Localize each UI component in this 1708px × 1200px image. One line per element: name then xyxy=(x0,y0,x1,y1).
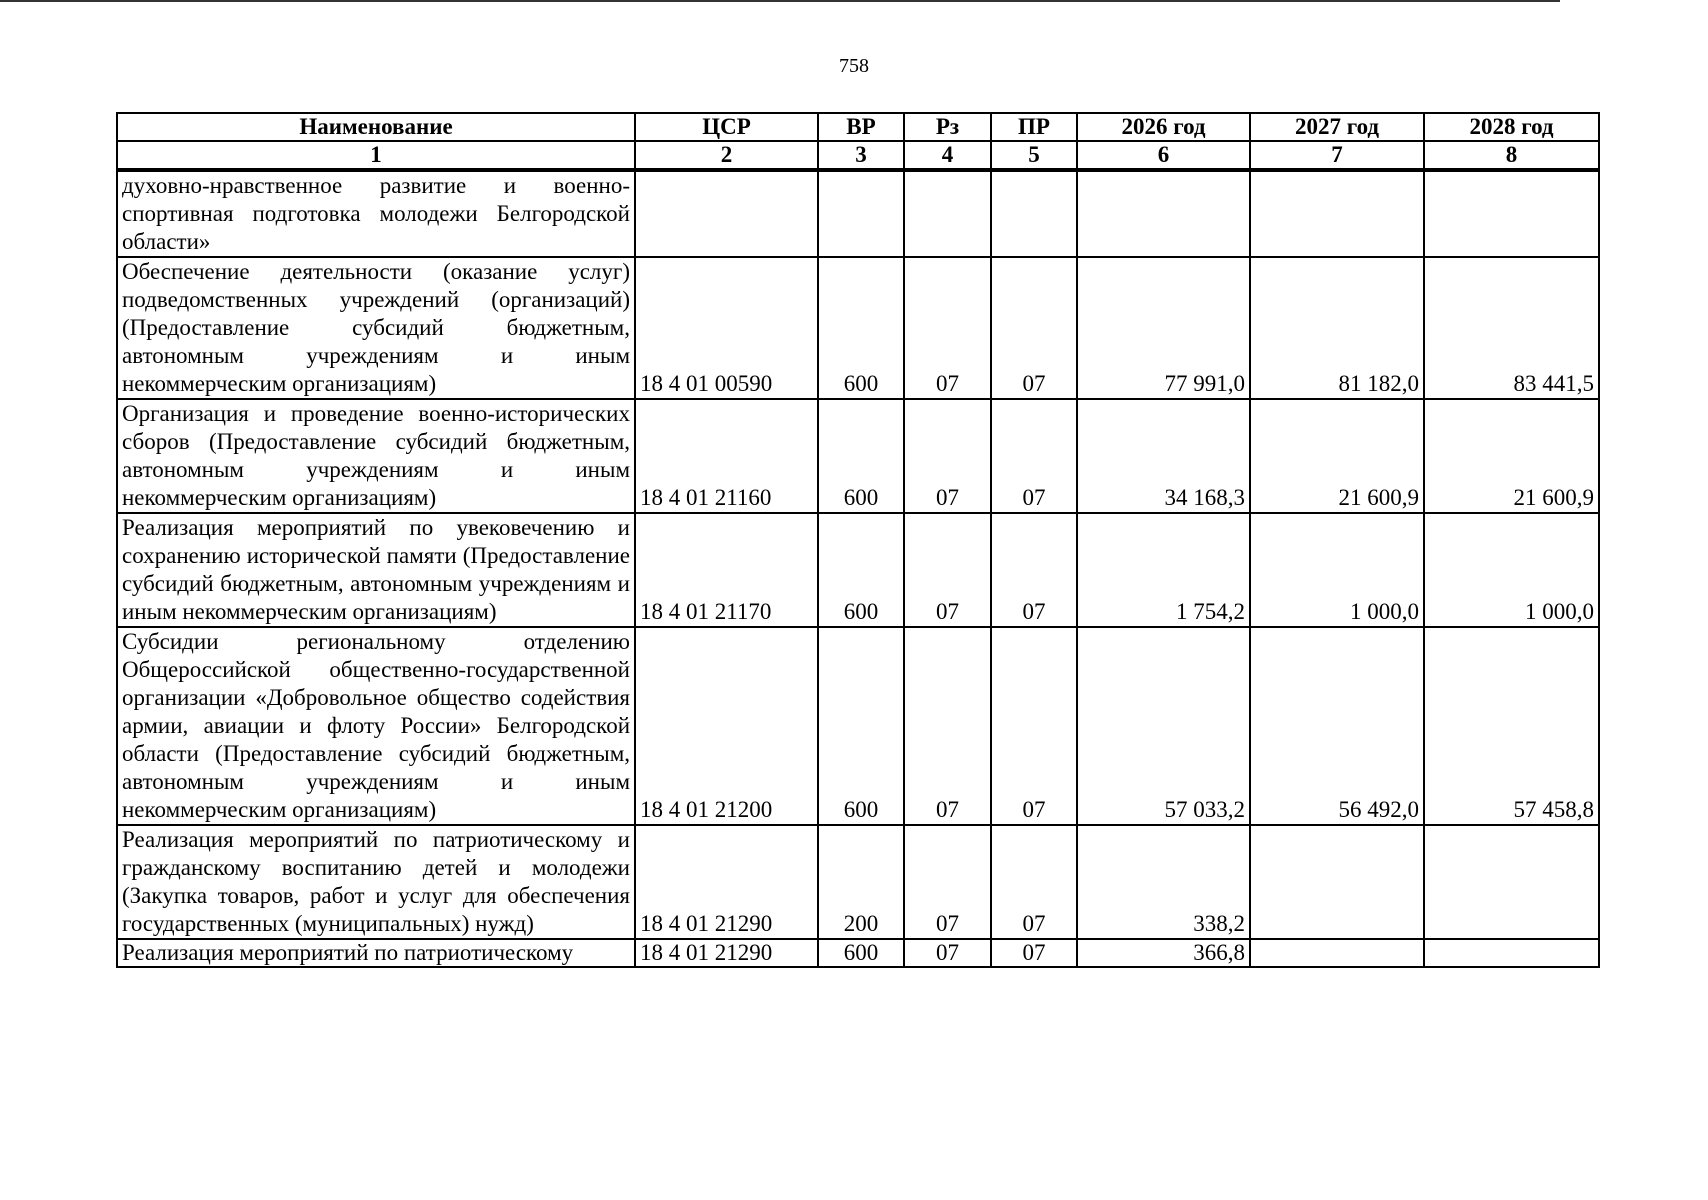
table-row xyxy=(117,257,1599,399)
vr-cell: 600 xyxy=(818,257,904,399)
table-row xyxy=(117,170,1599,257)
rz-cell: 07 xyxy=(904,825,991,939)
row-name-cell: Реализация мероприятий по увековечению и сохранению исторической памяти (Предоставление субсидий бюджетным, автономным учреждениям и иным некоммерческим организациям) xyxy=(117,513,635,627)
pr-cell: 07 xyxy=(991,939,1077,967)
header-vr: ВР xyxy=(818,113,904,141)
row-name-cell: духовно-нравственное развитие и военно-спортивная подготовка молодежи Белгородской области» xyxy=(117,170,635,257)
rz-cell: 07 xyxy=(904,399,991,513)
column-number: 4 xyxy=(904,141,991,170)
rz-cell: 07 xyxy=(904,513,991,627)
amount-2027-cell: 21 600,9 xyxy=(1250,399,1424,513)
column-number: 3 xyxy=(818,141,904,170)
header-2027: 2027 год xyxy=(1250,113,1424,141)
column-number: 8 xyxy=(1424,141,1599,170)
vr-cell: 200 xyxy=(818,825,904,939)
amount-2028-cell xyxy=(1424,170,1599,257)
csr-cell xyxy=(635,170,818,257)
rz-cell: 07 xyxy=(904,627,991,825)
header-csr: ЦСР xyxy=(635,113,818,141)
amount-2028-cell xyxy=(1424,939,1599,967)
csr-cell: 18 4 01 21290 xyxy=(635,825,818,939)
amount-2026-cell: 77 991,0 xyxy=(1077,257,1250,399)
top-scan-border xyxy=(0,0,1560,2)
vr-cell: 600 xyxy=(818,939,904,967)
row-name-cell: Субсидии региональному отделению Общероссийской общественно-государственной организации «Добровольное общество содействия армии, авиации и флоту России» Белгородской области (Предоставление субсидий бюджетным, автономным учреждениям и иным некоммерческим организациям) xyxy=(117,627,635,825)
csr-cell: 18 4 01 21200 xyxy=(635,627,818,825)
header-pr: ПР xyxy=(991,113,1077,141)
amount-2028-cell: 83 441,5 xyxy=(1424,257,1599,399)
pr-cell xyxy=(991,170,1077,257)
header-name: Наименование xyxy=(117,113,635,141)
column-number: 1 xyxy=(117,141,635,170)
table-row xyxy=(117,825,1599,939)
vr-cell: 600 xyxy=(818,513,904,627)
row-name-cell: Реализация мероприятий по патриотическому xyxy=(117,939,635,967)
csr-cell: 18 4 01 00590 xyxy=(635,257,818,399)
column-number: 2 xyxy=(635,141,818,170)
vr-cell: 600 xyxy=(818,399,904,513)
rz-cell: 07 xyxy=(904,939,991,967)
rz-cell: 07 xyxy=(904,257,991,399)
amount-2026-cell: 338,2 xyxy=(1077,825,1250,939)
table-row xyxy=(117,399,1599,513)
pr-cell: 07 xyxy=(991,257,1077,399)
row-name-cell: Организация и проведение военно-исторических сборов (Предоставление субсидий бюджетным, автономным учреждениям и иным некоммерческим организациям) xyxy=(117,399,635,513)
amount-2026-cell: 34 168,3 xyxy=(1077,399,1250,513)
amount-2027-cell xyxy=(1250,170,1424,257)
column-number: 5 xyxy=(991,141,1077,170)
csr-cell: 18 4 01 21160 xyxy=(635,399,818,513)
amount-2027-cell: 81 182,0 xyxy=(1250,257,1424,399)
amount-2026-cell xyxy=(1077,170,1250,257)
amount-2028-cell xyxy=(1424,825,1599,939)
header-rz: Рз xyxy=(904,113,991,141)
budget-table xyxy=(116,112,1600,968)
amount-2027-cell xyxy=(1250,939,1424,967)
amount-2028-cell: 1 000,0 xyxy=(1424,513,1599,627)
column-number: 7 xyxy=(1250,141,1424,170)
vr-cell xyxy=(818,170,904,257)
amount-2026-cell: 57 033,2 xyxy=(1077,627,1250,825)
row-name-cell: Реализация мероприятий по патриотическому и гражданскому воспитанию детей и молодежи (Закупка товаров, работ и услуг для обеспечения государственных (муниципальных) нужд) xyxy=(117,825,635,939)
csr-cell: 18 4 01 21290 xyxy=(635,939,818,967)
column-number-row xyxy=(117,141,1599,170)
csr-cell: 18 4 01 21170 xyxy=(635,513,818,627)
page-number: 758 xyxy=(839,55,869,77)
vr-cell: 600 xyxy=(818,627,904,825)
amount-2027-cell xyxy=(1250,825,1424,939)
pr-cell: 07 xyxy=(991,399,1077,513)
amount-2027-cell: 1 000,0 xyxy=(1250,513,1424,627)
table-row xyxy=(117,939,1599,967)
column-number: 6 xyxy=(1077,141,1250,170)
row-name-cell: Обеспечение деятельности (оказание услуг) подведомственных учреждений (организаций) (Предоставление субсидий бюджетным, автономным учреждениям и иным некоммерческим организациям) xyxy=(117,257,635,399)
pr-cell: 07 xyxy=(991,825,1077,939)
table-row xyxy=(117,627,1599,825)
pr-cell: 07 xyxy=(991,627,1077,825)
pr-cell: 07 xyxy=(991,513,1077,627)
amount-2028-cell: 21 600,9 xyxy=(1424,399,1599,513)
table-row xyxy=(117,513,1599,627)
header-2026: 2026 год xyxy=(1077,113,1250,141)
header-2028: 2028 год xyxy=(1424,113,1599,141)
amount-2026-cell: 1 754,2 xyxy=(1077,513,1250,627)
table-header-row xyxy=(117,113,1599,141)
rz-cell xyxy=(904,170,991,257)
amount-2026-cell: 366,8 xyxy=(1077,939,1250,967)
amount-2028-cell: 57 458,8 xyxy=(1424,627,1599,825)
amount-2027-cell: 56 492,0 xyxy=(1250,627,1424,825)
